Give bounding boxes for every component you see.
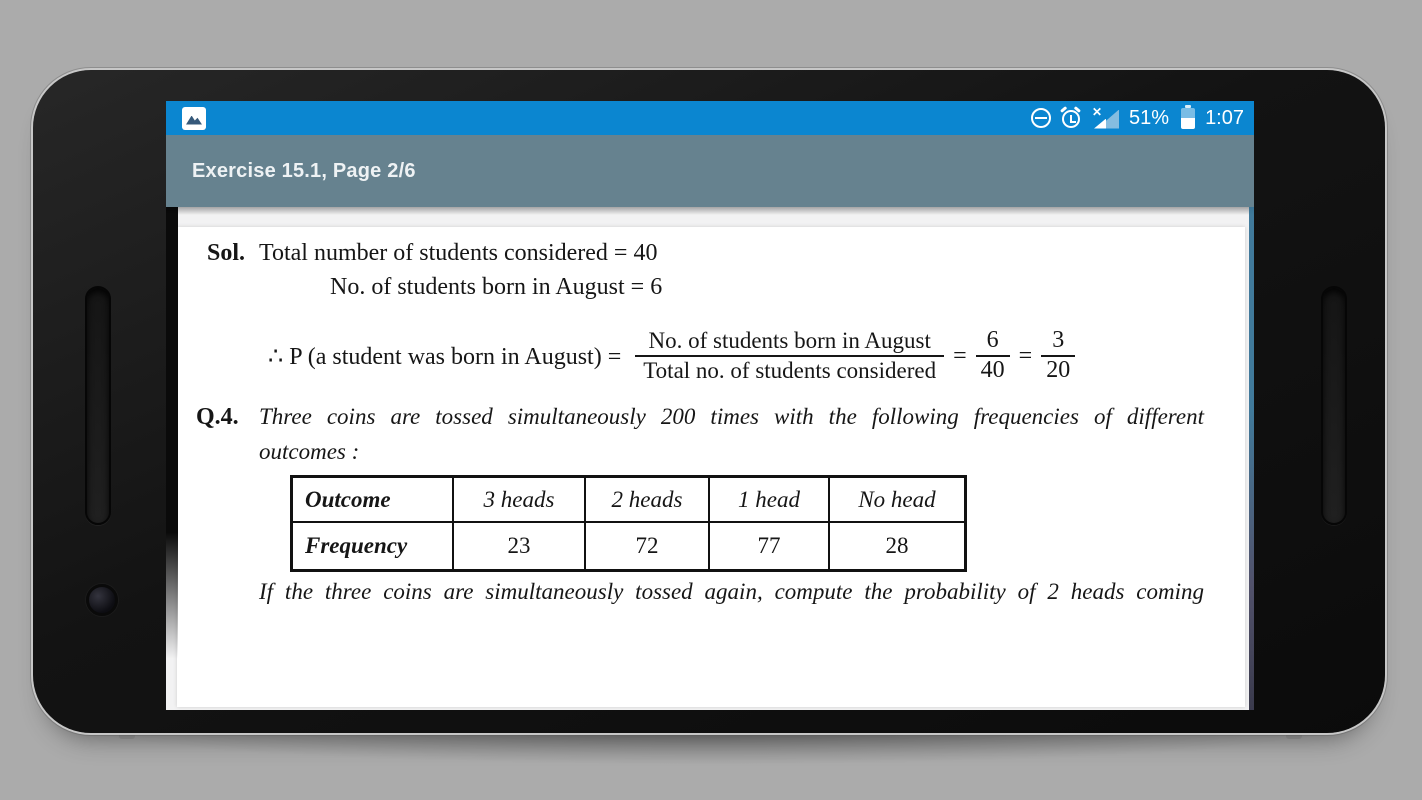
status-bar — [166, 101, 1254, 135]
table-header-row — [292, 477, 966, 523]
probability-equation — [268, 319, 1075, 393]
sol-label: Sol. — [207, 240, 246, 266]
phone-drop-shadow — [90, 731, 1330, 765]
left-speaker-slot — [85, 286, 111, 525]
status-icons — [1031, 104, 1244, 130]
scan-dark-gutter — [166, 207, 178, 659]
clock-text: 1:07 — [1205, 106, 1244, 129]
table-header-1-head: 1 head — [709, 477, 829, 523]
freq-3-heads: 23 — [453, 522, 585, 571]
right-speaker-slot — [1321, 286, 1347, 525]
question-label: Q.4. — [196, 404, 239, 430]
sol-line-1: Total number of students considered = 40 — [259, 240, 658, 266]
sol-line-2: No. of students born in August = 6 — [330, 274, 663, 300]
phone-frame — [33, 70, 1385, 733]
page-title: Exercise 15.1, Page 2/6 — [192, 159, 416, 182]
question-line-1: Three coins are tossed simultaneously 200 times with the following frequencies of different — [259, 404, 1204, 429]
equals-sign-2: = — [1018, 342, 1033, 369]
frequency-table — [290, 475, 967, 572]
table-header-3-heads: 3 heads — [453, 477, 585, 523]
battery-icon — [1181, 108, 1195, 129]
freq-2-heads: 72 — [585, 522, 709, 571]
appbar-shadow — [166, 207, 1254, 215]
freq-no-head: 28 — [829, 522, 966, 571]
table-frequency-row — [292, 522, 966, 571]
fraction-numerator: No. of students born in August — [648, 327, 931, 353]
fraction-denominator: Total no. of students considered — [635, 355, 944, 385]
content-viewer[interactable] — [166, 207, 1254, 710]
photo-icon — [182, 107, 206, 130]
closing-line: If the three coins are simultaneously tossed again, compute the probability of 2 heads coming — [259, 579, 1204, 604]
table-row-label: Frequency — [292, 522, 454, 571]
table-header-outcome: Outcome — [292, 477, 454, 523]
table-header-no-head: No head — [829, 477, 966, 523]
app-bar — [166, 135, 1254, 207]
front-camera — [86, 584, 118, 616]
fraction-6-40: $\frac{6}{40}$ — [976, 327, 1010, 384]
equals-sign-1: = — [953, 342, 967, 369]
textbook-page — [177, 227, 1245, 707]
battery-percent: 51% — [1129, 106, 1170, 129]
probability-fraction — [635, 327, 944, 386]
probability-lead: ∴ P (a student was born in August) = — [268, 343, 622, 370]
question-line-2: outcomes : — [259, 439, 360, 464]
fraction-3-20: $\frac{3}{20}$ — [1041, 327, 1075, 384]
do-not-disturb-icon — [1031, 108, 1051, 128]
alarm-icon — [1061, 108, 1082, 129]
freq-1-head: 77 — [709, 522, 829, 571]
no-signal-icon: ✕ — [1092, 108, 1119, 129]
screen-edge-glare — [1249, 207, 1254, 710]
screen — [166, 101, 1254, 710]
mountain-glyph — [186, 116, 202, 125]
table-header-2-heads: 2 heads — [585, 477, 709, 523]
